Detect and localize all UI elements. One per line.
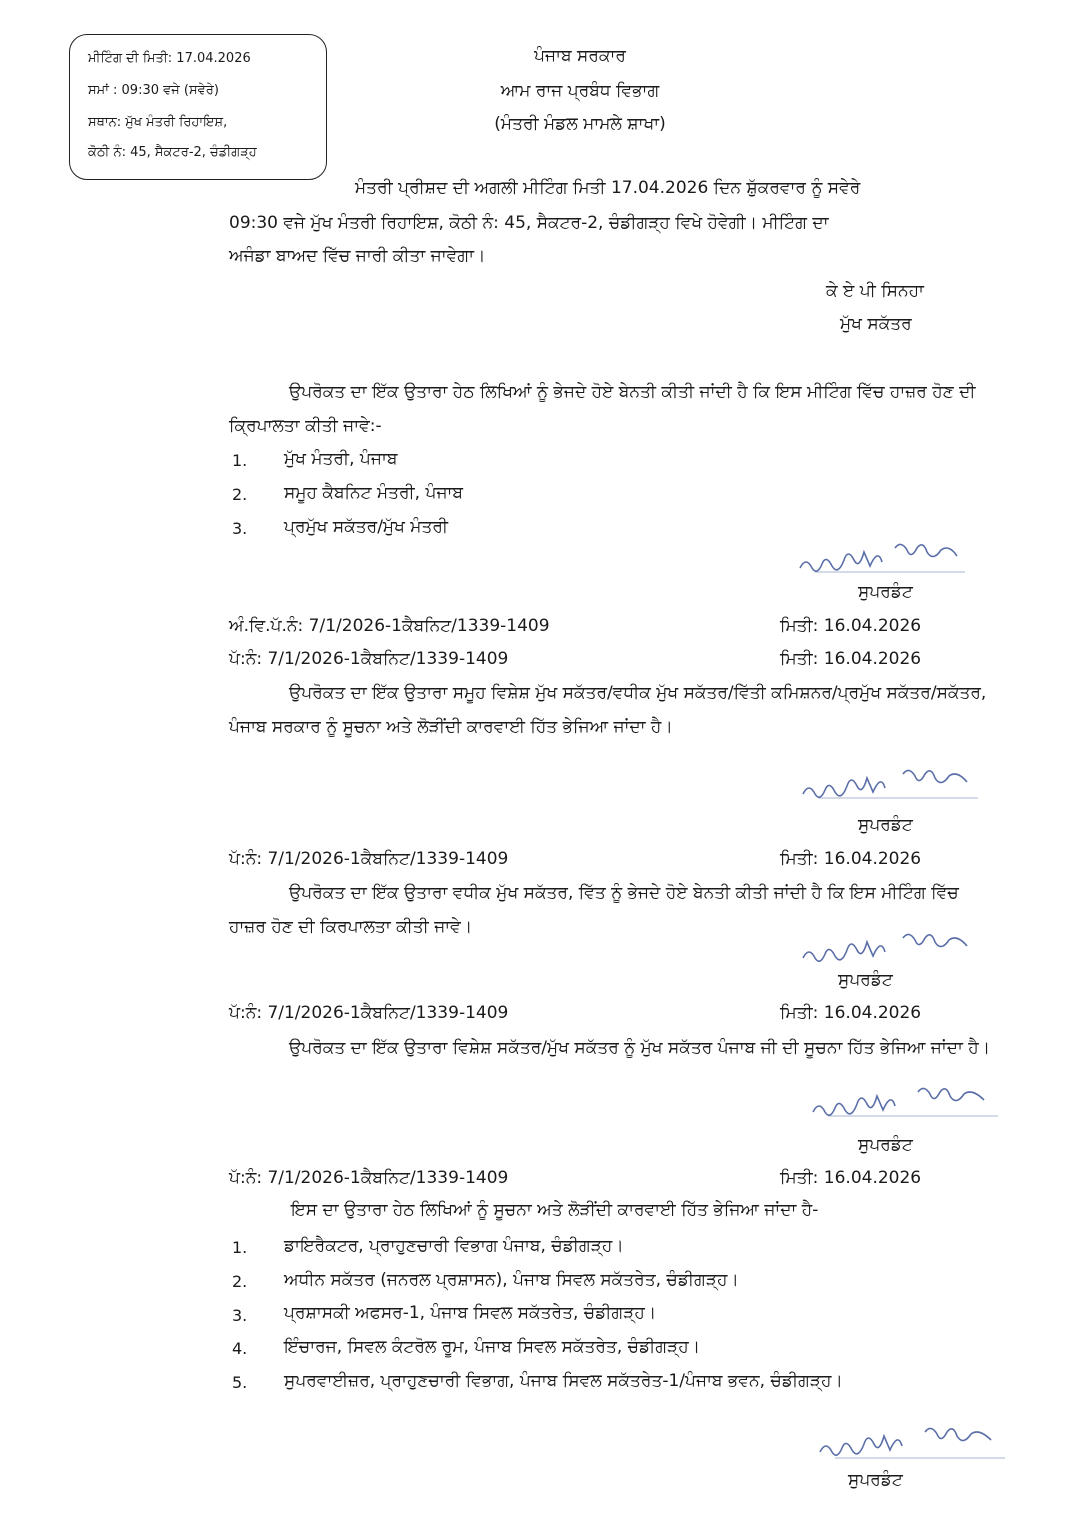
list-item: ਸਮੂਹ ਕੈਬਨਿਟ ਮੰਤਰੀ, ਪੰਜਾਬ [284, 483, 464, 503]
reference-number: ਅੰ.ਵਿ.ਪੱ.ਨੰ: 7/1/2026-1ਕੈਬਨਿਟ/1339-1409 [229, 616, 550, 636]
superintendent-label: ਸੁਪਰਡੰਟ [858, 815, 913, 835]
superintendent-label: ਸੁਪਰਡੰਟ [848, 1470, 903, 1490]
reference-date: ਮਿਤੀ: 16.04.2026 [780, 649, 922, 669]
header-department: ਆਮ ਰਾਜ ਪ੍ਰਬੰਧ ਵਿਭਾਗ [500, 81, 660, 101]
reference-number: ਪੱ:ਨੰ: 7/1/2026-1ਕੈਬਨਿਟ/1339-1409 [229, 849, 509, 869]
list-item-number: 2. [232, 1272, 248, 1291]
meeting-date: ਮੀਟਿੰਗ ਦੀ ਮਿਤੀ: 17.04.2026 [88, 51, 251, 66]
reference-date: ਮਿਤੀ: 16.04.2026 [780, 1003, 922, 1023]
chief-secretary-title: ਮੁੱਖ ਸਕੱਤਰ [840, 314, 912, 334]
list-item: ਅਧੀਨ ਸਕੱਤਰ (ਜਨਰਲ ਪ੍ਰਸ਼ਾਸਨ), ਪੰਜਾਬ ਸਿਵਲ ਸਕੱਤਰੇਤ, ਚੰਡੀਗੜ੍ਹ। [284, 1270, 739, 1290]
section3-paragraph: ਉਪਰੋਕਤ ਦਾ ਇੱਕ ਉਤਾਰਾ ਵਧੀਕ ਮੁੱਖ ਸਕੱਤਰ, ਵਿੱਤ ਨੂੰ ਭੇਜਦੇ ਹੋਏ ਬੇਨਤੀ ਕੀਤੀ ਜਾਂਦੀ ਹੈ ਕਿ ਇਸ ਮੀਟਿੰਗ ਵਿੱਚ ਹਾਜ਼ਰ ਹੋਣ ਦੀ ਕਿਰਪਾਲਤਾ ਕੀਤੀ ਜਾਵੇ। [229, 883, 959, 937]
section5-intro: ਇਸ ਦਾ ਉਤਾਰਾ ਹੇਠ ਲਿਖਿਆਂ ਨੂੰ ਸੂਚਨਾ ਅਤੇ ਲੋੜੀਂਦੀ ਕਾਰਵਾਈ ਹਿੱਤ ਭੇਜਿਆ ਜਾਂਦਾ ਹੈ- [291, 1200, 819, 1220]
notice-line-2: 09:30 ਵਜੇ ਮੁੱਖ ਮੰਤਰੀ ਰਿਹਾਇਸ਼, ਕੋਠੀ ਨੰ: 45, ਸੈਕਟਰ-2, ਚੰਡੀਗੜ੍ਹ ਵਿਖੇ ਹੋਵੇਗੀ। ਮੀਟਿੰਗ ਦਾ [229, 213, 829, 233]
signature-image [815, 1420, 1015, 1468]
meeting-place: ਸਥਾਨ: ਮੁੱਖ ਮੰਤਰੀ ਰਿਹਾਇਸ਼, [88, 115, 228, 130]
notice-line-3: ਅਜੰਡਾ ਬਾਅਦ ਵਿੱਚ ਜਾਰੀ ਕੀਤਾ ਜਾਵੇਗਾ। [229, 246, 486, 266]
meeting-address: ਕੋਠੀ ਨੰ: 45, ਸੈਕਟਰ-2, ਚੰਡੀਗੜ੍ਹ [88, 145, 257, 160]
superintendent-label: ਸੁਪਰਡੰਟ [858, 1135, 913, 1155]
section4-paragraph: ਉਪਰੋਕਤ ਦਾ ਇੱਕ ਉਤਾਰਾ ਵਿਸ਼ੇਸ਼ ਸਕੱਤਰ/ਮੁੱਖ ਸਕੱਤਰ ਨੂੰ ਮੁੱਖ ਸਕੱਤਰ ਪੰਜਾਬ ਜੀ ਦੀ ਸੂਚਨਾ ਹਿੱਤ ਭੇਜਿਆ ਜਾਂਦਾ ਹੈ। [289, 1038, 991, 1058]
reference-number: ਪੱ:ਨੰ: 7/1/2026-1ਕੈਬਨਿਟ/1339-1409 [229, 1003, 509, 1023]
reference-date: ਮਿਤੀ: 16.04.2026 [780, 849, 922, 869]
list-item: ਸੁਪਰਵਾਈਜ਼ਰ, ਪ੍ਰਾਹੁਣਚਾਰੀ ਵਿਭਾਗ, ਪੰਜਾਬ ਸਿਵਲ ਸਕੱਤਰੇਤ-1/ਪੰਜਾਬ ਭਵਨ, ਚੰਡੀਗੜ੍ਹ। [284, 1371, 843, 1391]
list-item: ਮੁੱਖ ਮੰਤਰੀ, ਪੰਜਾਬ [284, 449, 398, 469]
reference-number: ਪੱ:ਨੰ: 7/1/2026-1ਕੈਬਨਿਟ/1339-1409 [229, 1168, 509, 1188]
list-item: ਪ੍ਰਮੁੱਖ ਸਕੱਤਰ/ਮੁੱਖ ਮੰਤਰੀ [284, 517, 449, 537]
chief-secretary-name: ਕੇ ਏ ਪੀ ਸਿਨਹਾ [826, 281, 924, 301]
list-item-number: 1. [232, 1238, 248, 1257]
list-item-number: 4. [232, 1339, 248, 1358]
list-item-number: 3. [232, 519, 248, 538]
list-item: ਡਾਇਰੈਕਟਰ, ਪ੍ਰਾਹੁਣਚਾਰੀ ਵਿਭਾਗ ਪੰਜਾਬ, ਚੰਡੀਗੜ੍ਹ। [284, 1236, 624, 1256]
superintendent-label: ਸੁਪਰਡੰਟ [838, 970, 893, 990]
list-item: ਇੰਚਾਰਜ, ਸਿਵਲ ਕੰਟਰੋਲ ਰੂਮ, ਪੰਜਾਬ ਸਿਵਲ ਸਕੱਤਰੇਤ, ਚੰਡੀਗੜ੍ਹ। [284, 1337, 701, 1357]
list-item-number: 2. [232, 485, 248, 504]
reference-date: ਮਿਤੀ: 16.04.2026 [780, 616, 922, 636]
list-item: ਪ੍ਰਸ਼ਾਸਕੀ ਅਫਸਰ-1, ਪੰਜਾਬ ਸਿਵਲ ਸਕੱਤਰੇਤ, ਚੰਡੀਗੜ੍ਹ। [284, 1303, 657, 1323]
list-item-number: 5. [232, 1373, 248, 1392]
reference-number: ਪੱ:ਨੰ: 7/1/2026-1ਕੈਬਨਿਟ/1339-1409 [229, 649, 509, 669]
notice-line-1: ਮੰਤਰੀ ਪ੍ਰੀਸ਼ਦ ਦੀ ਅਗਲੀ ਮੀਟਿੰਗ ਮਿਤੀ 17.04.2026 ਦਿਨ ਸ਼ੁੱਕਰਵਾਰ ਨੂੰ ਸਵੇਰੇ [355, 178, 861, 198]
signature-image [798, 930, 988, 970]
list-item-number: 3. [232, 1306, 248, 1325]
section2-paragraph: ਉਪਰੋਕਤ ਦਾ ਇੱਕ ਉਤਾਰਾ ਸਮੂਹ ਵਿਸ਼ੇਸ਼ ਮੁੱਖ ਸਕੱਤਰ/ਵਧੀਕ ਮੁੱਖ ਸਕੱਤਰ/ਵਿੱਤੀ ਕਮਿਸ਼ਨਰ/ਪ੍ਰਮੁੱਖ ਸਕੱਤਰ/ਸਕੱਤਰ, ਪੰਜਾਬ ਸਰਕਾਰ ਨੂੰ ਸੂਚਨਾ ਅਤੇ ਲੋੜੀਂਦੀ ਕਾਰਵਾਈ ਹਿੱਤ ਭੇਜਿਆ ਜਾਂਦਾ ਹੈ। [229, 683, 987, 737]
list-item-number: 1. [232, 451, 248, 470]
meeting-info-box [69, 34, 327, 180]
header-government: ਪੰਜਾਬ ਸਰਕਾਰ [534, 46, 626, 66]
meeting-time: ਸਮਾਂ : 09:30 ਵਜੇ (ਸਵੇਰੇ) [88, 83, 219, 98]
section1-paragraph: ਉਪਰੋਕਤ ਦਾ ਇੱਕ ਉਤਾਰਾ ਹੇਠ ਲਿਖਿਆਂ ਨੂੰ ਭੇਜਦੇ ਹੋਏ ਬੇਨਤੀ ਕੀਤੀ ਜਾਂਦੀ ਹੈ ਕਿ ਇਸ ਮੀਟਿੰਗ ਵਿੱਚ ਹਾਜ਼ਰ ਹੋਣ ਦੀ ਕ੍ਰਿਪਾਲਤਾ ਕੀਤੀ ਜਾਵੇ:- [229, 382, 976, 436]
signature-image [795, 538, 975, 582]
superintendent-label: ਸੁਪਰਡੰਟ [858, 582, 913, 602]
signature-image [808, 1082, 1008, 1126]
header-branch: (ਮੰਤਰੀ ਮੰਡਲ ਮਾਮਲੇ ਸ਼ਾਖਾ) [494, 114, 666, 134]
reference-date: ਮਿਤੀ: 16.04.2026 [780, 1168, 922, 1188]
signature-image [798, 764, 988, 808]
